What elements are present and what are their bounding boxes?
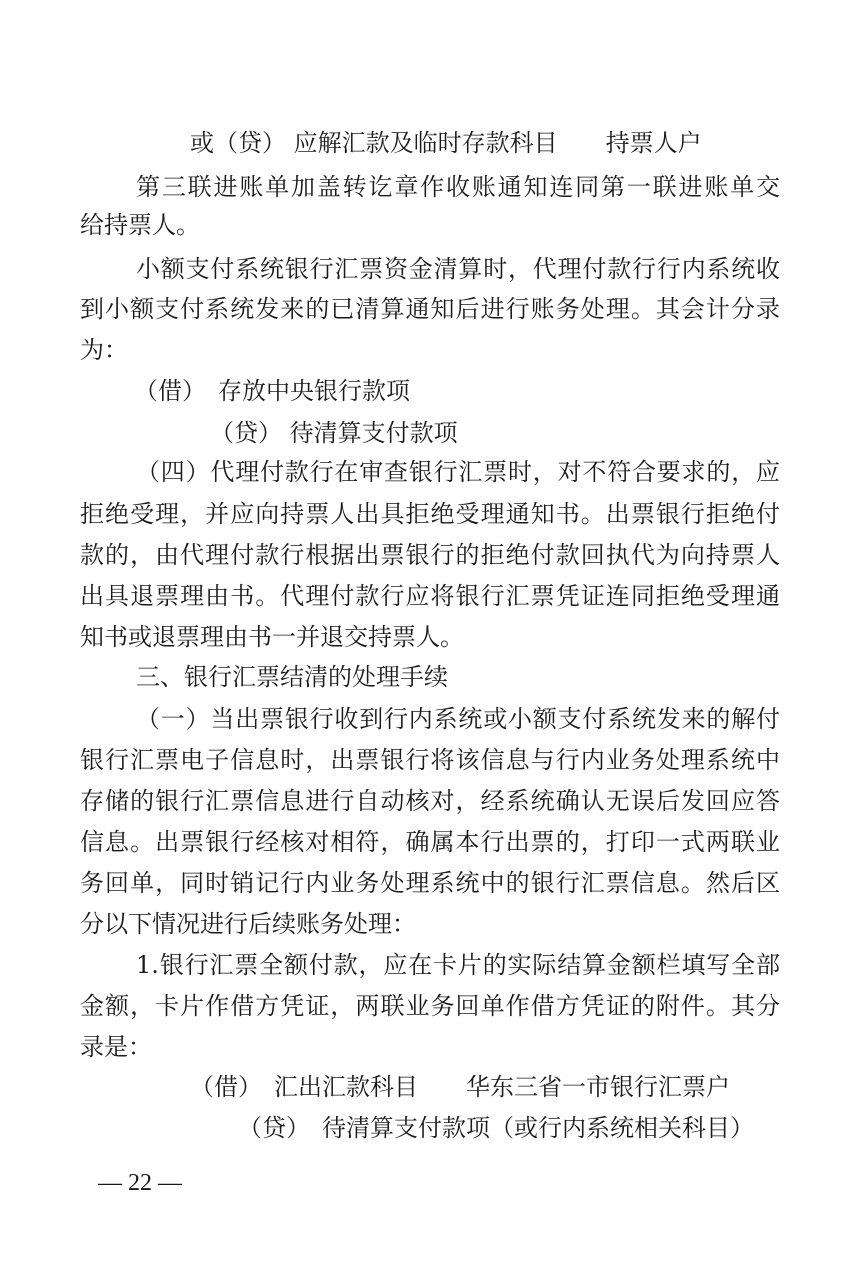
paragraph-line: 小额支付系统银行汇票资金清算时，代理付款行行内系统收 bbox=[136, 255, 780, 283]
entry-line-credit: （贷） 待清算支付款项（或行内系统相关科目） bbox=[238, 1114, 754, 1142]
paragraph-line: 1.银行汇票全额付款，应在卡片的实际结算金额栏填写全部 bbox=[136, 951, 780, 979]
paragraph-line: （一）当出票银行收到行内系统或小额支付系统发来的解付 bbox=[136, 705, 780, 733]
paragraph-line: 银行汇票电子信息时，出票银行将该信息与行内业务处理系统中 bbox=[80, 746, 780, 774]
entry-line-credit: （贷） 待清算支付款项 bbox=[210, 419, 458, 447]
entry-line-debit: （借） 汇出汇款科目 华东三省一市银行汇票户 bbox=[190, 1073, 730, 1101]
paragraph-line: 款的，由代理付款行根据出票银行的拒绝付款回执代为向持票人 bbox=[80, 541, 780, 569]
paragraph-line: 录是： bbox=[80, 1033, 152, 1061]
entry-line-credit-remittance: 或（贷） 应解汇款及临时存款科目 持票人户 bbox=[190, 129, 702, 157]
paragraph-line: 知书或退票理由书一并退交持票人。 bbox=[80, 623, 464, 651]
paragraph-line: 给持票人。 bbox=[80, 211, 200, 239]
paragraph-line: 到小额支付系统发来的已清算通知后进行账务处理。其会计分录 bbox=[80, 295, 780, 323]
paragraph-line: 出具退票理由书。代理付款行应将银行汇票凭证连同拒绝受理通 bbox=[80, 582, 780, 610]
section-heading: 三、银行汇票结清的处理手续 bbox=[136, 663, 448, 691]
paragraph-line: 务回单，同时销记行内业务处理系统中的银行汇票信息。然后区 bbox=[80, 869, 780, 897]
paragraph-line: 金额，卡片作借方凭证，两联业务回单作借方凭证的附件。其分 bbox=[80, 992, 780, 1020]
paragraph-line: 分以下情况进行后续账务处理： bbox=[80, 910, 416, 938]
paragraph-line: （四）代理付款行在审查银行汇票时，对不符合要求的，应 bbox=[136, 458, 780, 486]
entry-line-debit: （借） 存放中央银行款项 bbox=[134, 377, 410, 405]
paragraph-line: 拒绝受理，并应向持票人出具拒绝受理通知书。出票银行拒绝付 bbox=[80, 500, 780, 528]
paragraph-line: 第三联进账单加盖转讫章作收账通知连同第一联进账单交 bbox=[136, 173, 780, 201]
paragraph-line: 信息。出票银行经核对相符，确属本行出票的，打印一式两联业 bbox=[80, 828, 780, 856]
paragraph-line: 为： bbox=[80, 336, 128, 364]
page-number: — 22 — bbox=[98, 1170, 182, 1196]
paragraph-line: 存储的银行汇票信息进行自动核对，经系统确认无误后发回应答 bbox=[80, 787, 780, 815]
